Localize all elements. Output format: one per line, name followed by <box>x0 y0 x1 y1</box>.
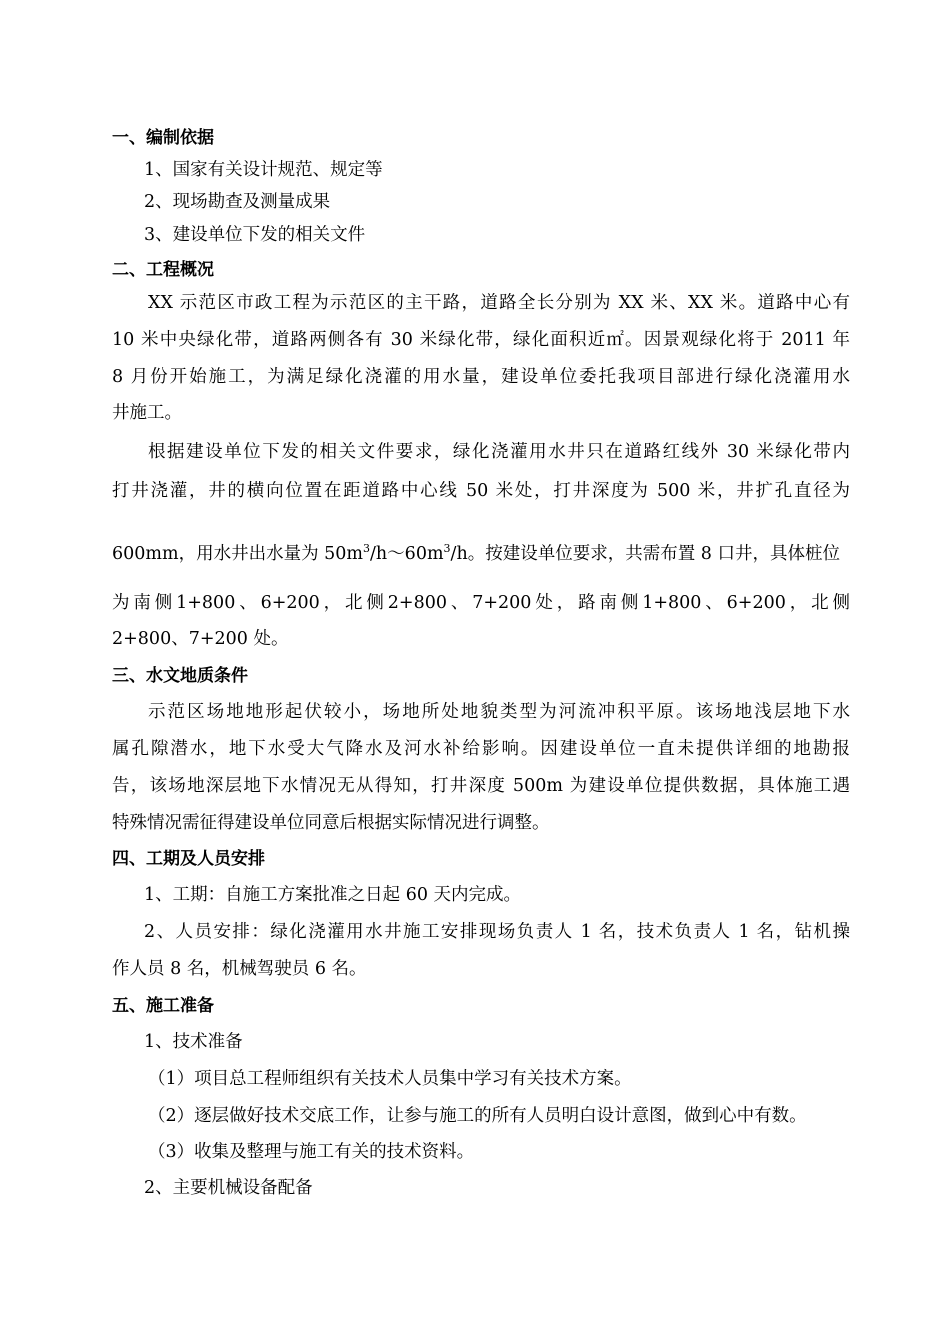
text-run: /h～60m <box>370 544 444 564</box>
paragraph-line: 属孔隙潜水，地下水受大气降水及河水补给影响。因建设单位一直未提供详细的地勘报 <box>112 739 850 759</box>
word: 、 <box>239 593 257 613</box>
paragraph-line: 打井浇灌，井的横向位置在距道路中心线 50 米处，打井深度为 500 米，井扩孔直径为 <box>112 481 850 501</box>
paragraph-line: 井施工。 <box>112 403 182 423</box>
section-2-title: 二、工程概况 <box>112 260 214 280</box>
paragraph-line-stakes <box>112 592 850 614</box>
paragraph-line: 10 米中央绿化带，道路两侧各有 30 米绿化带，绿化面积近㎡。因景观绿化将于 2011 年 <box>112 330 850 350</box>
word: ， <box>323 593 342 613</box>
paragraph-line: XX 示范区市政工程为示范区的主干路，道路全长分别为 XX 米、XX 米。道路中心有 <box>148 293 850 313</box>
word: ， <box>556 593 575 613</box>
word: 6+200 <box>726 593 786 613</box>
word: 1+800 <box>642 593 702 613</box>
word: 7+200 <box>472 593 532 613</box>
text-run: /h。按建设单位要求，共需布置 8 口井，具体桩位 <box>450 544 840 564</box>
word: 路 <box>578 593 596 613</box>
word: 侧 <box>832 593 850 613</box>
list-item: 2、人员安排：绿化浇灌用水井施工安排现场负责人 1 名，技术负责人 1 名，钻机操 <box>144 922 850 942</box>
word: 、 <box>705 593 723 613</box>
paragraph-line: 特殊情况需征得建设单位同意后根据实际情况进行调整。 <box>112 813 550 833</box>
word: 北 <box>345 593 363 613</box>
word: 为 <box>112 593 130 613</box>
section-1-title: 一、编制依据 <box>112 128 214 148</box>
text-run: 600mm，用水井出水量为 50m <box>112 544 364 564</box>
section-4-title: 四、工期及人员安排 <box>112 849 265 869</box>
word: ， <box>789 593 808 613</box>
subsection-title: 2、主要机械设备配备 <box>144 1178 313 1198</box>
word: 侧 <box>620 593 639 613</box>
superscript: 3 <box>363 542 371 556</box>
paragraph-line: 告，该场地深层地下水情况无从得知，打井深度 500m 为建设单位提供数据，具体施工遇 <box>112 776 850 796</box>
word: 2+800 <box>387 593 447 613</box>
list-item: 1、国家有关设计规范、规定等 <box>144 160 383 180</box>
word: 、 <box>450 593 469 613</box>
word: 1+800 <box>176 593 236 613</box>
paragraph-line: 2+800、7+200 处。 <box>112 629 289 649</box>
word: 侧 <box>366 593 384 613</box>
list-item: 3、建设单位下发的相关文件 <box>144 225 366 245</box>
paragraph-line-units <box>112 543 850 565</box>
list-item: 1、工期：自施工方案批准之日起 60 天内完成。 <box>144 885 522 905</box>
list-item: 2、现场勘查及测量成果 <box>144 192 331 212</box>
list-item: （3）收集及整理与施工有关的技术资料。 <box>148 1142 475 1162</box>
paragraph-line: 8 月份开始施工，为满足绿化浇灌的用水量，建设单位委托我项目部进行绿化浇灌用水 <box>112 367 850 387</box>
list-item: （1）项目总工程师组织有关技术人员集中学习有关技术方案。 <box>148 1069 632 1089</box>
paragraph-line: 作人员 8 名，机械驾驶员 6 名。 <box>112 959 367 979</box>
word: 北 <box>811 593 829 613</box>
word: 侧 <box>154 593 173 613</box>
subsection-title: 1、技术准备 <box>144 1032 243 1052</box>
paragraph-line: 示范区场地地形起伏较小，场地所处地貌类型为河流冲积平原。该场地浅层地下水 <box>148 702 850 722</box>
list-item: （2）逐层做好技术交底工作，让参与施工的所有人员明白设计意图，做到心中有数。 <box>148 1106 807 1126</box>
paragraph-line: 根据建设单位下发的相关文件要求，绿化浇灌用水井只在道路红线外 30 米绿化带内 <box>148 442 850 462</box>
superscript: 3 <box>443 542 451 556</box>
word: 处 <box>535 593 553 613</box>
section-5-title: 五、施工准备 <box>112 996 214 1016</box>
word: 6+200 <box>260 593 320 613</box>
word: 南 <box>599 593 617 613</box>
section-3-title: 三、水文地质条件 <box>112 666 248 686</box>
word: 南 <box>133 593 151 613</box>
